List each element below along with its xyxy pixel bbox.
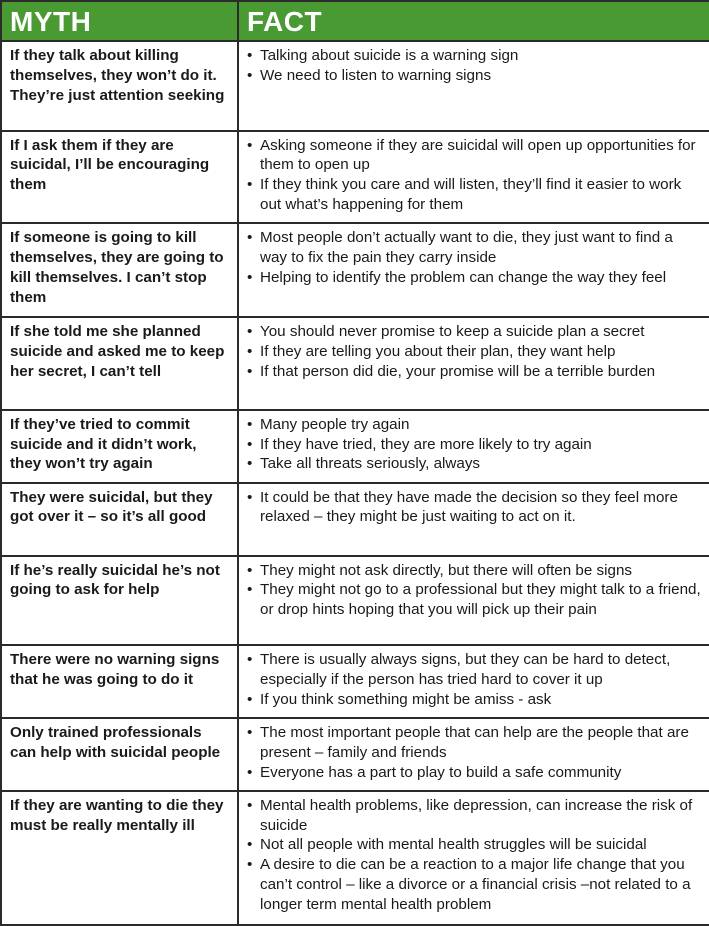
fact-item bbox=[247, 855, 703, 914]
fact-text: If they think you care and will listen, they’ll find it easier to work out what’s happening for them bbox=[260, 176, 682, 213]
bullet-icon: • bbox=[247, 796, 253, 814]
fact-item bbox=[247, 561, 703, 581]
table-row bbox=[1, 131, 709, 224]
fact-text: It could be that they have made the decision so they feel more relaxed – they might be just waiting to act on it. bbox=[260, 488, 678, 526]
fact-text: Asking someone if they are suicidal will open up opportunities for them to open up bbox=[260, 136, 696, 174]
fact-text: We need to listen to warning signs bbox=[260, 66, 492, 84]
fact-item bbox=[247, 322, 703, 342]
fact-item bbox=[247, 415, 703, 435]
bullet-icon: • bbox=[247, 176, 253, 194]
fact-list bbox=[247, 46, 703, 86]
fact-text: Talking about suicide is a warning sign bbox=[260, 47, 519, 64]
bullet-icon: • bbox=[247, 856, 253, 874]
fact-text: If you think something might be amiss - ask bbox=[260, 690, 552, 708]
bullet-icon: • bbox=[247, 581, 253, 599]
bullet-icon: • bbox=[247, 269, 253, 286]
fact-list bbox=[247, 723, 703, 782]
bullet-icon: • bbox=[247, 488, 253, 506]
bullet-icon: • bbox=[247, 323, 253, 341]
fact-item bbox=[247, 136, 703, 176]
myth-cell: They were suicidal, but they got over it – so it’s all good bbox=[1, 483, 238, 556]
fact-item bbox=[247, 454, 703, 474]
table-row bbox=[1, 410, 709, 483]
fact-cell bbox=[238, 483, 709, 556]
fact-cell bbox=[238, 223, 709, 317]
fact-cell bbox=[238, 791, 709, 925]
fact-text: Not all people with mental health struggles will be suicidal bbox=[260, 836, 647, 854]
fact-item bbox=[247, 650, 703, 690]
fact-list bbox=[247, 650, 703, 709]
fact-text: There is usually always signs, but they can be hard to detect, especially if the person has tried hard to cover it up bbox=[260, 651, 671, 688]
table-row bbox=[1, 483, 709, 556]
table-row bbox=[1, 41, 709, 131]
myth-cell: There were no warning signs that he was going to do it bbox=[1, 645, 238, 718]
bullet-icon: • bbox=[247, 763, 253, 781]
fact-list bbox=[247, 488, 703, 528]
fact-list bbox=[247, 415, 703, 474]
fact-text: Take all threats seriously, always bbox=[260, 455, 481, 473]
fact-list bbox=[247, 136, 703, 215]
fact-cell bbox=[238, 131, 709, 224]
fact-item bbox=[247, 342, 703, 362]
fact-text: Mental health problems, like depression, can increase the risk of suicide bbox=[260, 796, 693, 834]
myth-cell: Only trained professionals can help with suicidal people bbox=[1, 718, 238, 791]
fact-item bbox=[247, 796, 703, 836]
fact-text: Everyone has a part to play to build a safe community bbox=[260, 763, 622, 781]
fact-item bbox=[247, 690, 703, 710]
fact-item bbox=[247, 835, 703, 855]
fact-item bbox=[247, 723, 703, 763]
bullet-icon: • bbox=[247, 690, 253, 708]
bullet-icon: • bbox=[247, 342, 253, 360]
bullet-icon: • bbox=[247, 723, 253, 741]
myth-cell: If they’ve tried to commit suicide and it didn’t work, they won’t try again bbox=[1, 410, 238, 483]
header-row bbox=[1, 1, 709, 41]
fact-column-header: FACT bbox=[238, 1, 709, 41]
fact-text: Most people don’t actually want to die, they just want to find a way to fix the pain they carry inside bbox=[260, 229, 673, 267]
fact-list bbox=[247, 796, 703, 915]
fact-item bbox=[247, 580, 703, 620]
bullet-icon: • bbox=[247, 362, 253, 380]
bullet-icon: • bbox=[247, 415, 253, 433]
fact-item bbox=[247, 362, 703, 382]
bullet-icon: • bbox=[247, 66, 253, 84]
bullet-icon: • bbox=[247, 651, 253, 669]
table-row bbox=[1, 645, 709, 718]
bullet-icon: • bbox=[247, 229, 253, 247]
fact-cell bbox=[238, 410, 709, 483]
fact-item bbox=[247, 763, 703, 783]
fact-item bbox=[247, 435, 703, 455]
bullet-icon: • bbox=[247, 836, 253, 854]
fact-item bbox=[247, 175, 703, 215]
table-row bbox=[1, 791, 709, 925]
fact-text: If that person did die, your promise will be a terrible burden bbox=[260, 362, 656, 380]
table-row bbox=[1, 718, 709, 791]
fact-text: Many people try again bbox=[260, 415, 410, 433]
myth-cell: If they are wanting to die they must be really mentally ill bbox=[1, 791, 238, 925]
fact-cell bbox=[238, 317, 709, 410]
fact-item bbox=[247, 46, 703, 66]
fact-list bbox=[247, 561, 703, 620]
fact-item bbox=[247, 268, 703, 288]
fact-text: They might not ask directly, but there will often be signs bbox=[260, 561, 632, 579]
fact-item bbox=[247, 228, 703, 268]
fact-text: If they are telling you about their plan, they want help bbox=[260, 342, 616, 360]
bullet-icon: • bbox=[247, 561, 253, 579]
bullet-icon: • bbox=[247, 136, 253, 154]
fact-cell bbox=[238, 718, 709, 791]
fact-item bbox=[247, 488, 703, 528]
table-row bbox=[1, 223, 709, 317]
myth-cell: If they talk about killing themselves, they won’t do it. They’re just attention seeking bbox=[1, 41, 238, 131]
myth-cell: If he’s really suicidal he’s not going to ask for help bbox=[1, 556, 238, 646]
fact-text: If they have tried, they are more likely to try again bbox=[260, 435, 592, 453]
myth-cell: If someone is going to kill themselves, they are going to kill themselves. I can’t stop them bbox=[1, 223, 238, 317]
fact-list bbox=[247, 228, 703, 287]
bullet-icon: • bbox=[247, 455, 253, 473]
myth-cell: If I ask them if they are suicidal, I’ll be encouraging them bbox=[1, 131, 238, 224]
fact-text: Helping to identify the problem can change the way they feel bbox=[260, 269, 667, 286]
bullet-icon: • bbox=[247, 47, 253, 64]
fact-text: The most important people that can help are the people that are present – family and friends bbox=[260, 723, 689, 761]
fact-cell bbox=[238, 41, 709, 131]
table-row bbox=[1, 317, 709, 410]
table-body bbox=[1, 41, 709, 925]
fact-cell bbox=[238, 645, 709, 718]
myth-cell: If she told me she planned suicide and asked me to keep her secret, I can’t tell bbox=[1, 317, 238, 410]
fact-cell bbox=[238, 556, 709, 646]
myth-column-header: MYTH bbox=[1, 1, 238, 41]
fact-text: A desire to die can be a reaction to a major life change that you can’t control – like a divorce or a financial crisis –not related to a longer term mental health problem bbox=[260, 856, 691, 913]
fact-list bbox=[247, 322, 703, 381]
fact-text: They might not go to a professional but they might talk to a friend, or drop hints hoping that you will pick up their pain bbox=[260, 581, 701, 619]
table-row bbox=[1, 556, 709, 646]
fact-item bbox=[247, 66, 703, 86]
bullet-icon: • bbox=[247, 435, 253, 453]
fact-text: You should never promise to keep a suicide plan a secret bbox=[260, 323, 645, 341]
